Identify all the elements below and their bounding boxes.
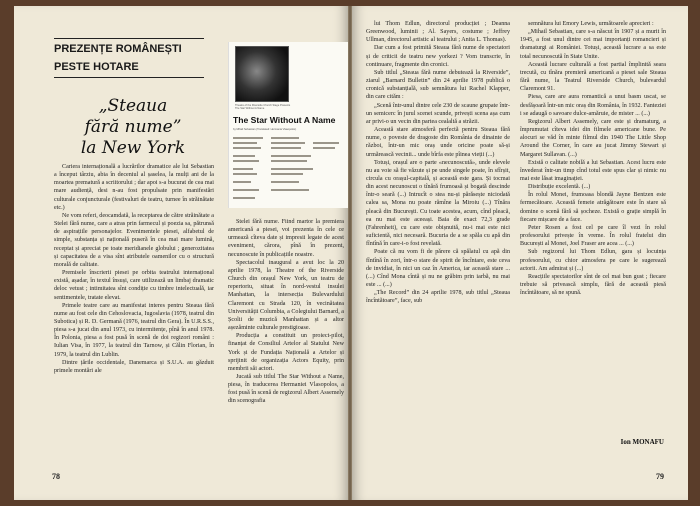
playbill-title: The Star Without A Name (233, 115, 336, 125)
paragraph: Sub regizorul lui Thom Edlun, gara și locuința profesorului, cu chior atmosfera pe care le sugerează actorii. Am admirat și (...) (520, 249, 666, 272)
playbill-caption: Theatre of the Riverside Church Stage Presents The Star Without A Name (235, 104, 291, 111)
paragraph: Regizorul Albert Assemely, care este și dramaturg, a împrumutat cîteva idei din filmele americane bune. Pe alocuri se văd în minte filmul din 1940 The Little Shop Around the Corner, în care au jucat Jimmy Stewart și Margaret Sullavan. (...) (520, 118, 666, 158)
paragraph: Totuși, orașul are o parte «necunoscută», unde elevele nu au voie să fie văzute și pe unde singele poate, în sfîrșit, circula cu orașul-capitală, și această este gara. Și tocmai din acest necunoscut o tînără frumoasă și bogată descinde într-o seară (...) Intrucît o stea nu-și părăsește niciodată calea sa, Mona nu poate rămîne la Miroiu (...) Tînăra pleacă din Bucureşti. Cu toate acestea, acum, cînd pleacă, ea nu mai este aceeași. Baia de exact 72,3 grade (Fahrenheit), cu care este obișnuită, nu-i mai este nici suficientă, nici necesară. Bucuria de a se spăla cu apă din fîntînă în care-i-o fost revelată. (366, 159, 510, 248)
playbill-image (228, 42, 348, 208)
paragraph: Sub titlul „Steaua fără nume debutează la Riverside”, ziarul „Barnard Bulletin” din 24 aprilie 1978 publică o cronică substanțială, sub semnătura lui Rachel Klapper, din care cităm : (366, 69, 510, 101)
paragraph: Această lucrare culturală a fost partial împlinită seara trecută, cu tînăra premieră americană a piesei sale Steaua fără nume, la Teatrul Riverside Church, bulevardul Claremont 91. (520, 61, 666, 93)
paragraph: Dintre țările occidentale, Danemarca și S.U.A. au găzduit primele montări ale (54, 359, 214, 374)
paragraph: Piesa, care are aura romantică a unui basm uscat, se desfășoară într-un mic oraș din România, în 1932. Fanteziei i se adaugă o savoare dulce-amăruie, de mister ... (...) (520, 94, 666, 117)
paragraph: Distribuție excelentă. (...) (528, 184, 591, 191)
paragraph: Există o calitate nobilă a lui Sebastian. Acest lucru este învederat într-un timp cînd totul este spus clar și nimic nu mai este lăsat imaginației. (520, 159, 666, 182)
paragraph: „The Record” din 24 aprilie 1978, sub titlul „Steaua încîntătoare”, face, sub (366, 290, 510, 305)
right-page (352, 6, 688, 500)
section-title: PREZENȚE ROMÂNEȘTI PESTE HOTARE (54, 43, 182, 73)
playbill-subtitle: by Mihail Sebastian (Translated: Hermania Vlasopolos) (233, 128, 297, 131)
paragraph: Primele teatre care au manifestat interes pentru Steaua fără nume au fost cele din Cehoslovacia, Iugoslavia (1978, teatrul din Subotica) și R. D. Germană (1976, teatrul din Gera). În U.R.S.S., piesa s-a jucat din anul 1973, cu intermitențe, pînă în anul 1978. În Polonia, piesa a fost pusă în scenă de doi regizori români : Iulian Visa, în 1977, la teatrul din Tarnow, și Călin Florian, în 1979, la teatrul din Lublin. (54, 302, 214, 358)
text-column-1 (54, 163, 214, 471)
paragraph: Peter Rosen a fost cel pe care îl vezi în rolul profesorului privește în vreme. În rolul fratelui din București al Monei, Joel Fraser are acea ... (...) (520, 224, 666, 248)
paragraph: Jucată sub titlul The Star Without a Name, piesa, în traducerea Hermaniei Vlasopolos, a fost pusă în scenă de regizorul Albert Assemely din scenografia (228, 373, 344, 405)
title-rule-top (54, 38, 204, 39)
page-number-left: 78 (52, 472, 60, 481)
author-signature: Ion MONAFU (620, 438, 664, 446)
headline-line: „Steaua (98, 96, 168, 116)
paragraph: Stelei fără nume. Fiind martor la premiera americană a piesei, voi prezenta în cele ce urmează cîteva date și impresii legate de acest eveniment, cărora, pînă în prezent, necunoscute în publicațiile noastre. (228, 219, 344, 258)
page-number-right: 79 (656, 472, 664, 481)
paragraph: Cariera internațională a lucrărilor dramatice ale lui Sebastian a început târziu, abia în deceniul al șaselea, la mulți ani de la moartea prematură a scriitorului ; dar apoi s-a bucurat de cea mai mare audiență, desi n-au fost propulsate prin manifestări culturale conjuncturale (festivaluri de teatru, turnee în străinătate etc.) (54, 164, 214, 211)
title-rule-bottom (54, 77, 204, 78)
paragraph: Premisele înscrierii piesei pe orbita teatrului internațional există, așadar, în textul însuși, care utilizează un limbaj dramatic deloc vetust ; intimitatea sînt condiție cu timbre intelectuală, iar sentimentele, tratate elevat. (54, 270, 214, 301)
headline-line: la New York (80, 138, 186, 158)
headline-line: fără nume” (84, 117, 182, 137)
text-column-4 (520, 20, 666, 434)
paragraph: „Mihail Sebastian, care s-a născut în 1907 și a murit în 1945, a fost unul dintre cei mai importanți romancieri și dramaturgi ai României. Totuși, această lucrare a sa este total necunoscută în State Unite. (520, 29, 666, 60)
text-column-2 (228, 218, 344, 471)
left-page (14, 6, 348, 500)
paragraph: Spectacolul inaugural a avut loc la 20 aprilie 1978, la Theatre of the Riverside Church din orașul New York, un teatru de repertoriu, situat în nord-vestul insulei Manhattan, la intersecția Bulevardului Claremont cu Strada 120, în vecinătatea Universității Columbia, a Colegiului Barnard, a Școlii de muzică Manhattan și a altor așezăminte culturale prestigioase. (228, 259, 344, 332)
paragraph: lui Thom Edlun, directorul producției ; Deanna Greenwood, luminii ; Al. Sayers, costume ; Jeffrey Ullman, directorul artistic al teatrului ; Anita L. Thomas). (366, 21, 510, 44)
paragraph: semnătura lui Emory Lewis, următoarele aprecieri : (528, 21, 654, 27)
paragraph: În rolul Monei, frumoasa blondă Jayne Bentzen este fermecătoare. Această femeie atrăgătoare este în stare să domine o scenă fără să șocheze. Există o grație simplă în fiecare mișcare de a face. (520, 192, 666, 223)
paragraph: Ne vom referi, deocamdată, la receptarea de către străinătate a Stelei fără nume, care a atras prin farmecul și poezia sa, pătrunsă de aspirațiile personajelor. Evenimentele piesei, alfabetul de simple, substanța și națională puseră în cea mai mare lumină, receptat și apreciat pe toate meridianele globului ; generozitatea și capacitatea de a visa sînt atributele oamenilor cu o structură morală de calitate. (54, 212, 214, 268)
article-headline (58, 96, 208, 159)
paragraph: „Scenă într-unul dintre cele 230 de scaune grupate într-un semicerc în jurul scenei scunde, privești scena așa cum ar privi-o un vecin din partea cealaltă a străzii. (366, 102, 510, 125)
paragraph: Această stare atmosferă perfectă pentru Steaua fără nume, o poveste de dragoste din România de dinainte de război, într-un mic oraș unde oricine poate să-și urmărească vecinii... unde bîrfa este pîinea vieții (...) (366, 127, 510, 158)
paragraph: Poate că nu vom fi de părere că spălatul cu apă din fîntînă în zori, într-o stare de spirit de încîntare, este ceva de invidiat, în nici un caz în America, iar această stare ... (...) Cînd Mona cîntă și nu ne grăbim prin iarbă, nu mai este ... (...) (366, 249, 510, 288)
paragraph: Dar cum a fost primită Steaua fără nume de spectatori și de criticii de teatru new yorkezi ? Vom transcrie, în continuare, fragmente din cronici. (366, 45, 510, 68)
playbill-credits (233, 137, 347, 205)
paragraph: Reacțiile spectatorilor sînt de cel mai bun gust ; fiecare trebuie să privească simplu, fără de această piesă încîntătoare, să ne spună. (520, 273, 666, 297)
text-column-3 (366, 20, 510, 476)
playbill-photo (235, 46, 289, 102)
paragraph: Producția a constituit un proiect-pilot, finanțat de Consiliul Artelor al Statului New York și de Fundația Națională a Artelor și sprijinit de organizația Actors Equity, prin membrii săi actori. (228, 333, 344, 372)
